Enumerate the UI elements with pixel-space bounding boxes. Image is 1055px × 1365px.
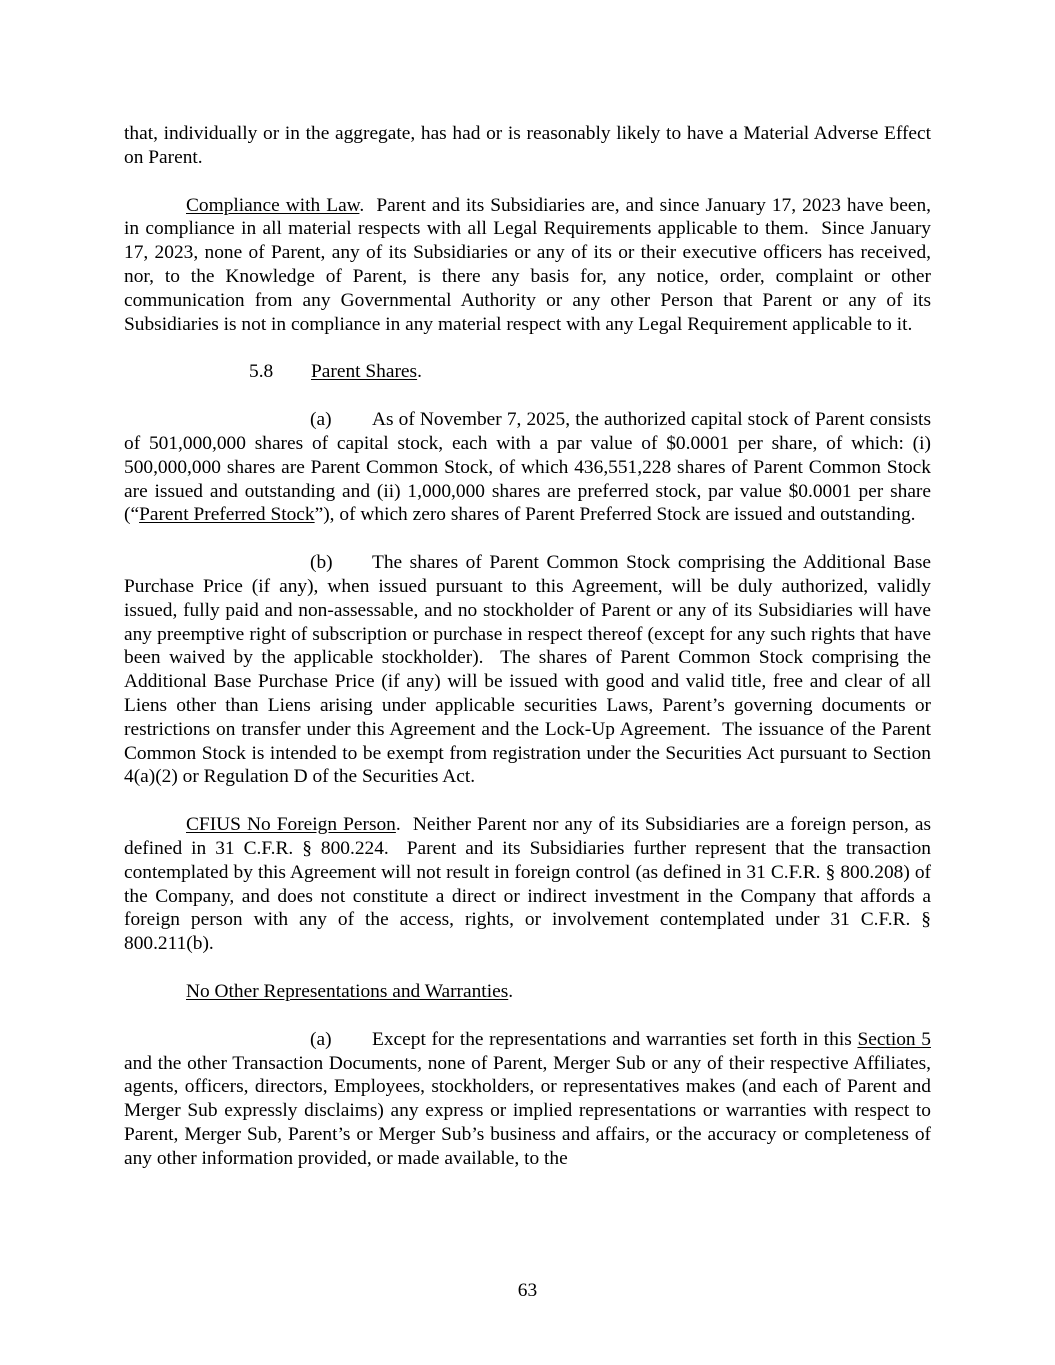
no-other-representations-heading: No Other Representations and Warranties [186, 980, 509, 1002]
compliance-with-law-body: Parent and its Subsidiaries are, and since January 17, 2023 have been, in compliance in all material respects with all Legal Requirements applicable to them. Since January 17, 2023, none of Parent, any of its Subsidiaries or any of its or their executive officers has received, nor, to the Knowledge of Parent, is there any basis for, any notice, order, complaint or other communication from any Governmental Authority or any other Person that Parent or any of its Subsidiaries is not in compliance in any material respect with any Legal Requirement applicable to it. [124, 194, 936, 335]
no-other-subsection-a-paragraph [124, 1028, 931, 1171]
subsection-a-text-1: As of November 7, 2025, the authorized capital stock of Parent consists of 501,000,000 shares of capital stock, each with a par value of $0.0001 per share, of which: (i) 500,000,000 shares are Parent Common Stock, of which 436,551,228 shares of Parent Common Stock are issued and outstanding and (ii) 1,000,000 shares are preferred stock, par value $0.0001 per share (“ [124, 409, 931, 526]
subsection-label: (b) [310, 552, 333, 574]
subsection-b-text: The shares of Parent Common Stock comprising the Additional Base Purchase Price (if any), when issued pursuant to this Agreement, will be duly authorized, validly issued, fully paid and non-assessable, and no stockholder of Parent or any of its Subsidiaries will have any preemptive right of subscription or purchase in respect thereof (except for any such rights that have been waived by the applicable stockholder). The shares of Parent Common Stock comprising the Additional Base Purchase Price (if any) will be issued with good and valid title, free and clear of all Liens other than Liens arising under applicable securities Laws, Parent’s governing documents or restrictions on transfer under this Agreement and the Lock-Up Agreement. The issuance of the Parent Common Stock is intended to be exempt from registration under the Securities Act pursuant to Section 4(a)(2) or Regulation D of the Securities Act. [124, 552, 936, 788]
section-number: 5.8 [249, 361, 274, 383]
subsection-a-text-2: ”), of which zero shares of Parent Preferred Stock are issued and outstanding. [314, 504, 916, 526]
subsection-label: (a) [310, 409, 332, 431]
section-title: Parent Shares [311, 361, 418, 383]
compliance-with-law-heading: Compliance with Law [186, 194, 360, 216]
no-other-a-text-2: and the other Transaction Documents, none of Parent, Merger Sub or any of their respective Affiliates, agents, officers, directors, Employees, stockholders, or representatives makes (and each of Parent and Merger Sub expressly disclaims) any express or implied representations or warranties with respect to Parent, Merger Sub, Parent’s or Merger Sub’s business and affairs, or the accuracy or completeness of any other information provided, or made available, to the [124, 1052, 931, 1169]
cfius-heading-punct: . [395, 814, 401, 836]
no-other-a-text-1: Except for the representations and warranties set forth in this [372, 1028, 858, 1050]
subsection-a-paragraph [124, 408, 931, 527]
subsection-b-paragraph [124, 551, 936, 789]
section-5-8-heading [124, 360, 931, 384]
section-title-punct: . [417, 361, 422, 383]
document-page [124, 122, 936, 1194]
no-other-representations-heading-paragraph [124, 980, 931, 1004]
compliance-heading-punct: . [359, 194, 365, 216]
defined-term-parent-preferred-stock: Parent Preferred Stock [139, 504, 315, 526]
cfius-body: Neither Parent nor any of its Subsidiaries are a foreign person, as defined in 31 C.F.R. § 800.224. Parent and its Subsidiaries further represent that the transaction contemplated by this Agreement will not result in foreign control (as defined in 31 C.F.R. § 800.208) of the Company, and does not constitute a direct or indirect investment in the Company that affords a foreign person with any of the access, rights, or involvement contemplated under 31 C.F.R. § 800.211(b). [124, 814, 936, 955]
section-reference-link: Section 5 [857, 1028, 931, 1050]
page-number: 63 [517, 1280, 538, 1301]
intro-paragraph [124, 122, 931, 170]
compliance-with-law-paragraph [124, 194, 936, 337]
cfius-paragraph [124, 813, 936, 956]
intro-text: that, individually or in the aggregate, has had or is reasonably likely to have a Material Adverse Effect on Parent. [124, 123, 931, 168]
cfius-heading: CFIUS No Foreign Person [186, 814, 396, 836]
no-other-heading-punct: . [508, 980, 514, 1002]
subsection-label: (a) [310, 1028, 332, 1050]
